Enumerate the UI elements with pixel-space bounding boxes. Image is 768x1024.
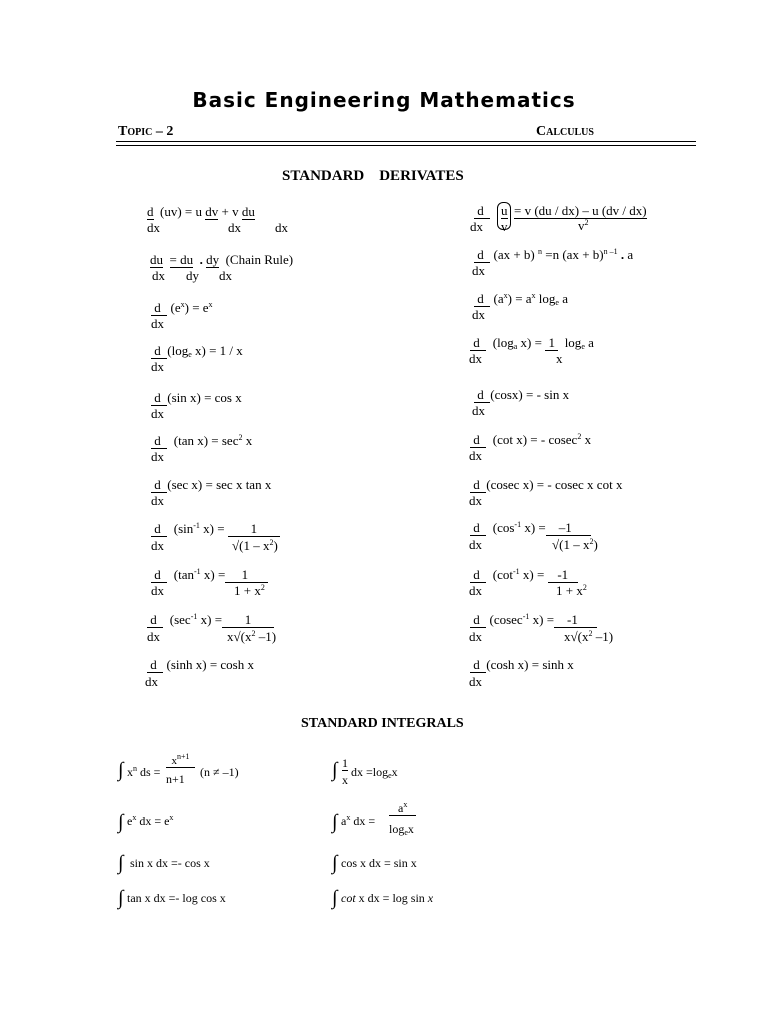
dx-label: dx (145, 674, 158, 689)
dx-label: dx (228, 220, 241, 235)
formula-ln: d ($\log_e$ x) = 1 / x (151, 343, 243, 358)
dx-label: dx (469, 351, 482, 366)
subject-label: Calculus (536, 124, 594, 139)
formula-cosh: d (cosh x) = sinh x (470, 657, 574, 672)
loga-denominator: x (556, 351, 563, 366)
quotient-rhs: = v (du / dx) – u (dv / dx) (514, 203, 647, 218)
formula-log-a: d ($\log_a$ x) = 1 $\log_e a$ (470, 335, 594, 350)
dx-label: dx (151, 493, 164, 508)
quotient-v: v (501, 219, 508, 234)
formula-product-rule-denominators: dx (147, 220, 160, 235)
formula-arccot: d ($\cot^{-1}$ x) = -1 (470, 567, 578, 582)
dx-label: dx (470, 219, 483, 234)
dx-label: dx (469, 629, 482, 644)
integral-power: $x^n$ ds = (127, 764, 161, 779)
dx-label: dx (472, 307, 485, 322)
integral-sign-icon: ∫ (118, 759, 124, 781)
topic-label: Topic – 2 (118, 124, 174, 139)
arccos-denominator: $√(1 - x^2)$ (552, 537, 598, 552)
dx-label: dx (147, 629, 160, 644)
formula-tan: d (tan $x) = \sec^2 x$ (151, 433, 252, 448)
dx-label: dx (152, 268, 165, 283)
formula-sinh: d (sinh x) = cosh x (147, 657, 254, 672)
formula-cosec: d (cosec x) = - cosec x cot x (470, 477, 622, 492)
dx-label: dx (469, 448, 482, 463)
integral-cos: cos x dx = sin x (341, 856, 417, 870)
arcsec-denominator: $x√(x^2$ –1) (227, 629, 277, 644)
integral-sign-icon: ∫ (332, 811, 338, 833)
integral-power-numerator: $x^{n+1}$ (166, 754, 195, 769)
formula-arccosec: d (cosec$^{-1}$ x) = -1 (470, 612, 597, 627)
integral-reciprocal-numerator: 1 (342, 756, 348, 770)
quotient-denominator: $v^2$ (578, 218, 589, 233)
dy-label: dy (186, 268, 199, 283)
formula-chain-rule: du = du . dy (Chain Rule) (150, 252, 294, 267)
dx-label: dx (469, 583, 482, 598)
integral-power-denominator: n+1 (166, 772, 185, 786)
dx-label: dx (472, 403, 485, 418)
formula-cot: d (cot x) = - cosec$^2$ x (470, 432, 591, 447)
arctan-denominator: $1 + x^2$ (234, 583, 265, 598)
integral-reciprocal: dx $=\log_ex$ (351, 765, 398, 780)
dx-label: dx (469, 674, 482, 689)
section-integrals-heading: STANDARD INTEGRALS (301, 716, 464, 731)
arccot-denominator: $1 + x^2$ (556, 583, 587, 598)
document-title: Basic Engineering Mathematics (192, 88, 576, 112)
dx-label: dx (469, 537, 482, 552)
integral-sign-icon: ∫ (118, 852, 124, 874)
dx-label: dx (275, 220, 288, 235)
formula-exp-a: d $(a^x) = a^x$ $\log_e a$ (474, 291, 568, 306)
formula-cos: d (cosx) = - sin x (474, 387, 569, 402)
formula-arccos: d ($\cos^{-1}$ x) = –1 (470, 520, 591, 535)
integral-sign-icon: ∫ (332, 759, 338, 781)
formula-product-rule: d (uv) = u dv + v du (147, 204, 255, 219)
integral-exp-a: $a^x$ dx = (341, 813, 376, 828)
integral-sin: sin x dx =- cos x (130, 856, 210, 870)
dx-label: dx (219, 268, 232, 283)
integral-cot: cot x dx = log sin x (341, 891, 434, 905)
dx-label: dx (151, 538, 164, 553)
dx-label: dx (472, 263, 485, 278)
section-derivatives-heading: STANDARD DERIVATES (282, 168, 464, 184)
integral-power-condition: (n ≠ –1) (200, 765, 239, 779)
integral-sign-icon: ∫ (332, 887, 338, 909)
dx-label: dx (151, 359, 164, 374)
dx-label: dx (151, 316, 164, 331)
arcsin-denominator: $√(1 - x^2)$ (232, 538, 278, 553)
formula-sec: d (sec x) = sec x tan x (151, 477, 271, 492)
integral-exp-a-numerator: $a^x$ (389, 801, 416, 816)
formula-arcsec: d ($\sec^{-1}$ x) = 1 (147, 612, 274, 627)
formula-power-linear: d (ax + b) $^n$ =n (ax + b)$^{n -1}$ . a (474, 247, 633, 262)
integral-reciprocal-denominator: x (342, 773, 348, 787)
integral-exp: $e^x$ dx = $e^x$ (127, 813, 174, 828)
integral-exp-a-denominator: $\log_ex$ (389, 822, 414, 837)
dx-label: dx (151, 406, 164, 421)
integral-sign-icon: ∫ (118, 811, 124, 833)
header-rule-thin (116, 145, 696, 146)
dx-label: dx (151, 583, 164, 598)
arccosec-denominator: $x√(x^2$ –1) (564, 629, 614, 644)
formula-sin: d (sin x) = cos x (151, 390, 242, 405)
integral-tan: tan x dx =- log cos x (127, 891, 226, 905)
integral-sign-icon: ∫ (332, 852, 338, 874)
formula-exp: d $(e^x) = e^x$ (151, 300, 213, 315)
formula-quotient-rule: d (474, 203, 490, 218)
integral-sign-icon: ∫ (118, 887, 124, 909)
quotient-u: u (501, 203, 508, 218)
dx-label: dx (151, 449, 164, 464)
formula-arctan: d ($\tan^{-1}$ x) = 1 (151, 567, 268, 582)
dx-label: dx (469, 493, 482, 508)
header-rule (116, 141, 696, 142)
formula-arcsin: d ($\sin^{-1}$ x) = 1 (151, 521, 280, 536)
